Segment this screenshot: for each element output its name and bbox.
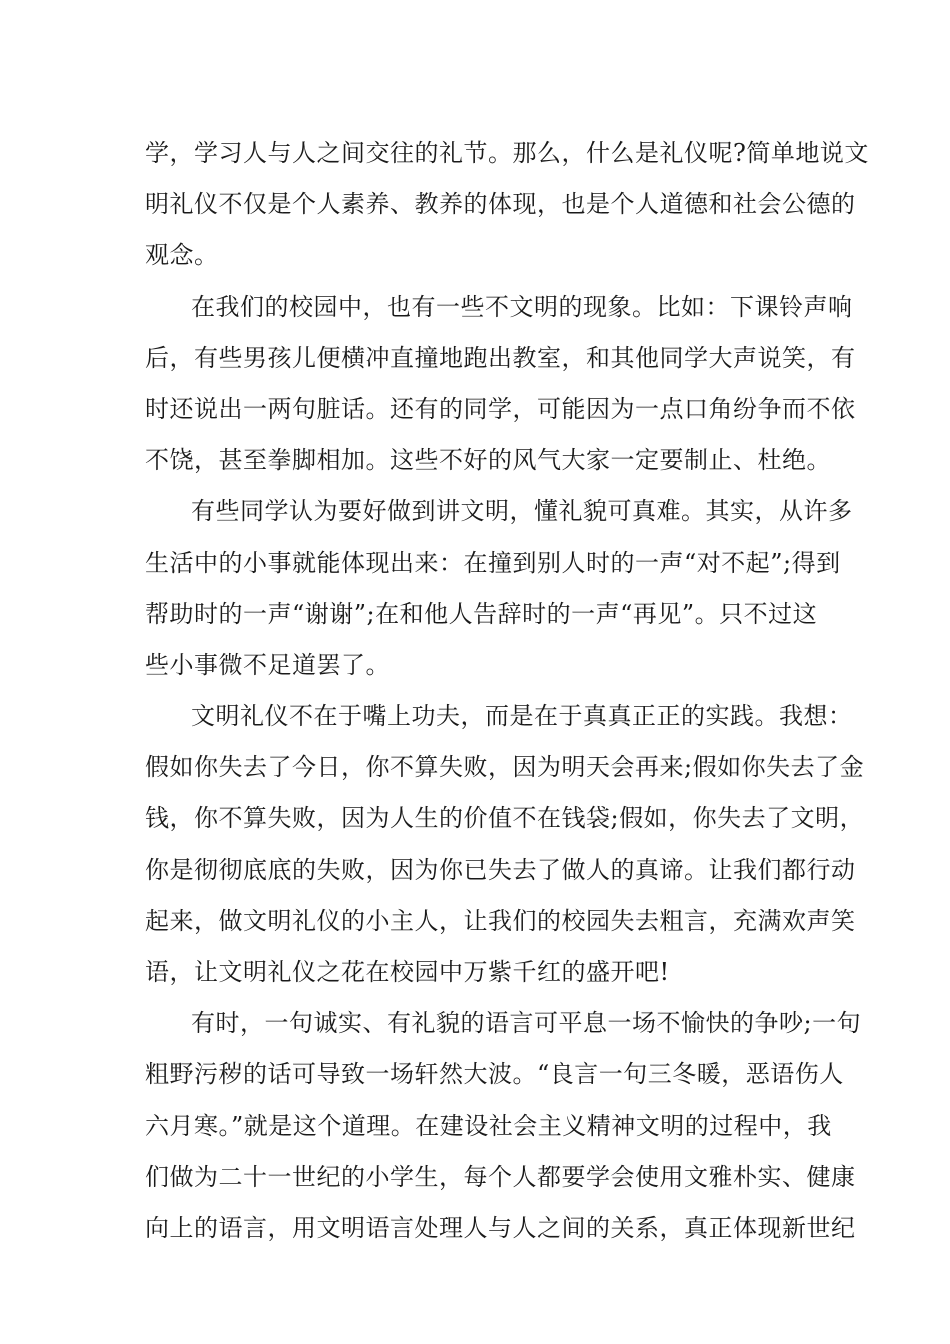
- text-line: 你是彻彻底底的失败，因为你已失去了做人的真谛。让我们都行动: [145, 855, 856, 884]
- document-body: [145, 128, 869, 1254]
- text-line: 观念。: [145, 241, 219, 270]
- paragraph-first-line: 有时，一句诚实、有礼貌的语言可平息一场不愉快的争吵;一句: [191, 1009, 862, 1038]
- text-line: 六月寒。”就是这个道理。在建设社会主义精神文明的过程中，我: [145, 1111, 832, 1140]
- text-line: 起来，做文明礼仪的小主人，让我们的校园失去粗言，充满欢声笑: [145, 906, 856, 935]
- text-line: 不饶，甚至拳脚相加。这些不好的风气大家一定要制止、杜绝。: [145, 446, 831, 475]
- text-line: 假如你失去了今日，你不算失败，因为明天会再来;假如你失去了金: [145, 753, 865, 782]
- text-line: 生活中的小事就能体现出来：在撞到别人时的一声“对不起”;得到: [145, 548, 841, 577]
- text-line: 粗野污秽的话可导致一场轩然大波。“良言一句三冬暖，恶语伤人: [145, 1060, 844, 1089]
- text-line: 学，学习人与人之间交往的礼节。那么，什么是礼仪呢?简单地说文: [145, 139, 869, 167]
- paragraph-first-line: 有些同学认为要好做到讲文明，懂礼貌可真难。其实，从许多: [191, 497, 853, 526]
- text-line: 钱，你不算失败，因为人生的价值不在钱袋;假如，你失去了文明，: [145, 804, 865, 833]
- text-line: 后，有些男孩儿便横冲直撞地跑出教室，和其他同学大声说笑，有: [145, 343, 856, 372]
- text-line: 时还说出一两句脏话。还有的同学，可能因为一点口角纷争而不依: [145, 394, 856, 423]
- text-line: 语，让文明礼仪之花在校园中万紫千红的盛开吧!: [145, 958, 670, 986]
- text-line: 些小事微不足道罢了。: [145, 650, 390, 679]
- text-line: 明礼仪不仅是个人素养、教养的体现，也是个人道德和社会公德的: [145, 190, 856, 219]
- text-line: 向上的语言，用文明语言处理人与人之间的关系，真正体现新世纪: [145, 1213, 856, 1242]
- paragraph-first-line: 文明礼仪不在于嘴上功夫，而是在于真真正正的实践。我想：: [191, 702, 853, 731]
- text-line: 帮助时的一声“谢谢”;在和他人告辞时的一声“再见”。只不过这: [145, 599, 818, 628]
- text-line: 们做为二十一世纪的小学生，每个人都要学会使用文雅朴实、健康: [145, 1162, 856, 1191]
- paragraph-first-line: 在我们的校园中，也有一些不文明的现象。比如：下课铃声响: [191, 292, 853, 321]
